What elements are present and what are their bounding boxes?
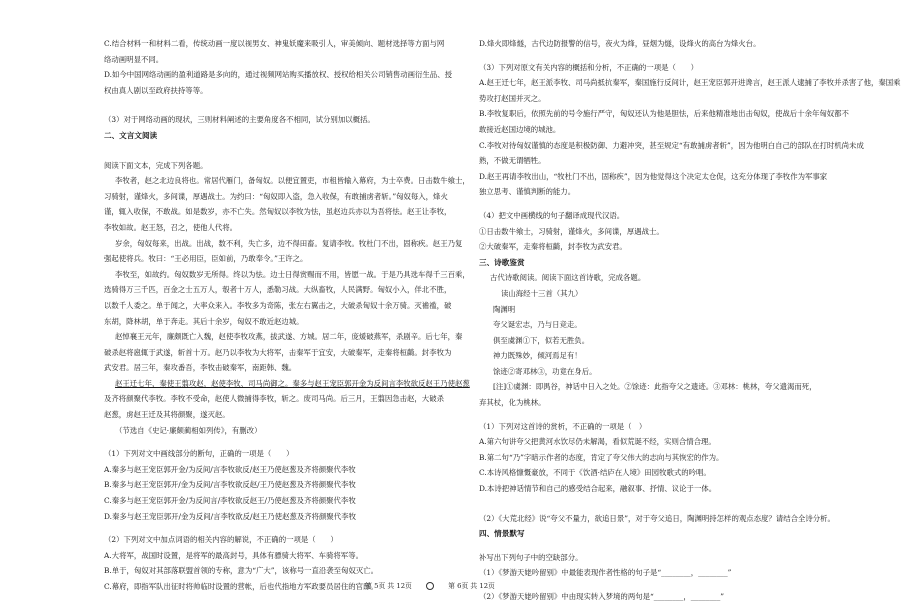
- q1-option-a: A.秦多与赵王宠臣郭开金/为反间/言李牧欲反/赵王乃使赵葱及齐将颜聚代李牧: [104, 464, 356, 474]
- passage-source: （节选自《史记·廉颇蔺相如列传》，有删改）: [115, 425, 262, 435]
- passage-line: 岁余，匈奴每来，出战。出战，数不利，失亡多，边不得田畜。复请李牧。牧杜门不出，固称疾。赵王乃复: [115, 238, 463, 248]
- q1-option-c: C.秦多与赵王宠臣郭开金/为反间言/李牧欲反赵王/乃使赵葱及齐将颜聚代李牧: [104, 496, 356, 506]
- passage-line-underlined: 赵王迁七年，秦使王翦攻赵，赵使李牧、司马尚御之。秦多与赵王宠臣郭开金为反间言李牧欲反赵王乃使赵葱: [115, 378, 470, 388]
- poetry-question-2: （2）《大荒北经》说“夸父不量力，欲追日景”，对于夸父追日，陶渊明持怎样的观点态度？请结合全诗分析。: [479, 513, 835, 523]
- pq1-option-c: C.本诗风格慷慨豪放，不同于《饮酒·结庐在人境》田园牧歌式的吟唱。: [479, 468, 711, 478]
- poem-title: 读山海经十三首（其九）: [501, 288, 583, 298]
- classical-passage: [104, 173, 470, 423]
- q1-option-b: B.秦多与赵王宠臣郭开/金为反间/言李牧欲反赵/王乃使赵葱及齐将颜聚代李牧: [104, 480, 356, 490]
- circle-icon: [426, 582, 434, 590]
- q3-option-c-2: 熟，不做无谓牺牲。: [479, 156, 546, 166]
- poetry-question-1: （1）下列对这首诗的赏析，不正确的一项是（ ）: [479, 421, 647, 431]
- q1-option-d: D.秦多与赵王宠臣郭开/金为反间/言李牧欲反/赵王乃使赵葱及齐将颜聚代李牧: [104, 511, 356, 521]
- passage-line: 李牧如故。赵王怒，召之，使他人代将。: [104, 222, 238, 232]
- question-1: （1）下列对文中画线部分的断句，正确的一项是（ ）: [104, 449, 294, 459]
- poem-note-2: 弃其杖，化为桃林。: [479, 398, 546, 408]
- passage-line: 选骑得万三千匹，百金之士五万人，彀者十万人，悉勒习战。大纵畜牧，人民满野。匈奴小入，佯北不胜，: [104, 285, 452, 295]
- passage-line: 强起使将兵。牧曰：“王必用臣，臣如前，乃敢奉令。”王许之。: [104, 254, 308, 264]
- q2-option-a: A.大将军，战国时设置，是将军的最高封号，具体有骠骑大将军、车骑将军等。: [104, 550, 363, 560]
- passage-line: 及齐将颜聚代李牧。李牧不受命，赵使人微捕得李牧，斩之。废司马尚。后三月，王翦因急击赵，大破杀: [104, 394, 444, 404]
- fill-question-1: （1）《梦游天姥吟留别》中最能表现作者性格的句子是“________，________”: [479, 568, 732, 578]
- poem-line: 神力既殊妙，倾河焉足有！: [493, 351, 582, 361]
- fill-question-2: （2）《梦游天姥吟留别》中由现实转入梦境的两句是“________，________”: [479, 592, 725, 601]
- option-d-line2: 权由真人剧以至政府扶持等等。: [104, 85, 208, 95]
- poem-author: 陶渊明: [493, 304, 516, 314]
- q4-item-2: ②大破秦军，走秦将桓齮，封李牧为武安君。: [479, 242, 627, 252]
- section-heading-poetry: 三、诗歌鉴赏: [479, 257, 525, 267]
- reading-intro: 阅读下面文本，完成下列各题。: [104, 160, 208, 170]
- page-footer: [0, 580, 860, 590]
- left-page-number: 第 5页 共 12页: [365, 582, 412, 590]
- q3-option-a-2: 势攻打赵国并灭之。: [479, 93, 546, 103]
- q3-option-d-2: 独立思考、谨慎判断的能力。: [479, 187, 576, 197]
- poem-note-1: [注]①虞渊：即禺谷，神话中日入之处。②馀迹：此指夸父之遗迹。③邓林：桃林，夸父遗渴而死，: [493, 382, 817, 392]
- right-column: [479, 36, 901, 605]
- option-d-line1: D.如今中国网络动画的盈利道路是多向的，通过视频网站购买播放权、授权给相关公司销售动画衍生品、授: [104, 70, 452, 80]
- q3-option-b-1: B.李牧复职后，依照先前的号令施行严守，匈奴还认为他是胆怯，后来他精准地出击匈奴，使战后十余年匈奴都不: [479, 109, 849, 119]
- option-c-line1: C.结合材料一和材料二看，传统动画一度以视男女、神鬼妖魔来吸引人，审美倾向、题材选择等方面与网: [104, 39, 445, 48]
- poem-intro: 古代诗歌阅读。阅读下面这首诗歌，完成各题。: [490, 273, 646, 283]
- q2-option-c: C.幕府，即指军队出征时将帅临时设置的营帐，后也代指地方军政要员居住的官邸。: [104, 582, 378, 591]
- question-4: （4）把文中画横线的句子翻译成现代汉语。: [479, 210, 625, 220]
- passage-line: 李牧者，赵之北边良将也。常居代雁门，备匈奴。以便宜置吏，市租皆输入幕府，为士卒费。日击数牛飨士，: [115, 176, 470, 186]
- passage-line: 武安君。居三年，秦攻番吾，李牧击破秦军，南距韩、魏。: [104, 363, 297, 373]
- pq1-option-b: B.第二句“乃”字暗示作者的态度，肯定了夸父伟大的志向与其恢宏的作为。: [479, 452, 724, 462]
- passage-line: 李牧至，如故约。匈奴数岁无所得。终以为怯。边士日得赏赐而不用，皆愿一战。于是乃具选车得千三百乘，: [115, 269, 470, 279]
- question-3-right: （3）下列对原文有关内容的概括和分析，不正确的一项是（ ）: [479, 62, 699, 72]
- right-page-number: 第 6页 共 12页: [448, 582, 495, 590]
- q3-option-d-1: D.赵王再请李牧出山，“牧杜门不出，固称疾”，因为他觉得这个决定太仓促，这充分体现了李牧作为军事家: [479, 171, 828, 181]
- poem-line: 馀迹②寄邓林③，功竟在身后。: [493, 366, 597, 376]
- question-3: （3）对于网络动画的现状，三则材料阐述的主要角度各不相同，试分别加以概括。: [104, 115, 375, 125]
- section-heading-dictation: 四、情景默写: [479, 529, 525, 539]
- q3-option-c-1: C.李牧对待匈奴谨慎的态度是积极防御、力避冲突，甚至规定“有敢捕虏者斩”，因为他明白自己的部队在打时机尚未成: [479, 140, 864, 150]
- pq1-option-a: A.第六句讲夸父把黄河水饮尽仍未解渴，看似荒诞不经，实则合情合理。: [479, 437, 716, 447]
- passage-line: 谨，辄入收保，不敢战。如是数岁，亦不亡失。然匈奴以李牧为怯，虽赵边兵亦以为吾将怯。赵王让李牧，: [104, 207, 452, 217]
- question-2: （2）下列对文中加点词语的相关内容的解说，不正确的一项是（ ）: [104, 535, 338, 545]
- q2-option-b: B.单于，匈奴对其部落联盟首领的专称，意为“广大”，该称号一直沿袭至匈奴灭亡。: [104, 566, 379, 576]
- passage-line: 以数千人委之。单于闻之，大率众来入。李牧多为奇陈，张左右翼击之，大破杀匈奴十余万骑。灭襜褴，破: [104, 300, 452, 310]
- left-column: [104, 36, 470, 595]
- section-heading-classical: 二、文言文阅读: [104, 130, 158, 140]
- q3-option-b-2: 敢接近赵国边境的城池。: [479, 124, 561, 134]
- passage-line: 赵葱，虏赵王迁及其将颜聚，遂灭赵。: [104, 410, 230, 420]
- passage-line: 东胡，降林胡，单于奔走。其后十余岁，匈奴不敢近赵边城。: [104, 316, 304, 326]
- q2-option-d: D.烽火即烽燧，古代边防报警的信号，夜火为烽，昼烟为燧，设烽火的高台为烽火台。: [479, 39, 761, 48]
- poem-line: 夸父诞宏志，乃与日竞走。: [493, 320, 582, 330]
- q4-item-1: ①日击数牛飨士，习骑射，谨烽火，多间谍，厚遇战士。: [479, 226, 664, 236]
- option-c-line2: 络动画明显不同。: [104, 54, 164, 64]
- pq1-option-d: D.本诗把神话情节和自己的感受结合起来，融叙事、抒情、议论于一体。: [479, 484, 717, 494]
- fill-intro: 补写出下列句子中的空缺部分。: [479, 552, 583, 562]
- passage-line: 赵悼襄王元年，廉颇既亡入魏，赵使李牧攻燕，拔武遂、方城。居二年，庞煖破燕军，杀剧辛。后七年，秦: [115, 332, 463, 342]
- poem-line: 俱至虞渊①下，似若无胜负。: [493, 335, 590, 345]
- q3-option-a-1: A.赵王迁七年，赵王派李牧、司马尚抵抗秦军，秦国施行反间计，赵王宠臣郭开进谗言，赵王派人逮捕了李牧并杀害了他，秦国乘: [479, 78, 901, 88]
- passage-line: 习骑射，谨烽火，多间谍，厚遇战士。为约曰：“匈奴即入盗，急入收保，有敢捕虏者斩。”匈奴每入，烽火: [104, 191, 448, 201]
- passage-line: 破杀赵将扈辄于武遂，斩首十万。赵乃以李牧为大将军，击秦军于宜安，大破秦军，走秦将桓齮。封李牧为: [104, 347, 452, 357]
